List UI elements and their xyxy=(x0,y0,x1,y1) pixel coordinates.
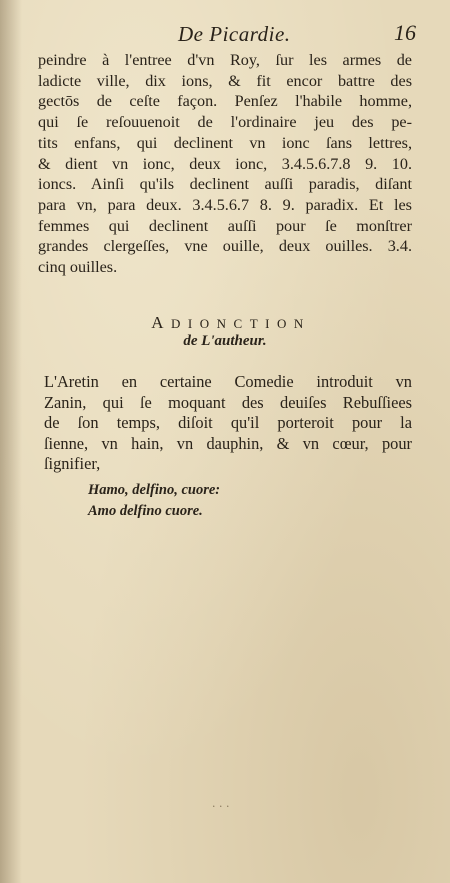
text-line: ſienne, vn hain, vn dauphin, & vn cœur, pour xyxy=(44,433,412,453)
text-line: femmes qui declinent auſſi pour ſe monſtrer xyxy=(38,216,412,235)
text-line: ladicte ville, dix ions, & fit encor battre des xyxy=(38,71,412,90)
text-line: gectōs de ceſte façon. Penſez l'habile homme, xyxy=(38,92,412,111)
text-line: & dient vn ionc, deux ionc, 3.4.5.6.7.8 9. 10. xyxy=(38,154,412,173)
verse-line: Amo delfino cuore. xyxy=(88,503,203,519)
text-line: ioncs. Ainſi qu'ils declinent auſſi paradis, diſant xyxy=(38,175,412,194)
section-subheading: de L'autheur. xyxy=(183,333,267,349)
page-header xyxy=(0,22,450,52)
running-head: De Picardie. xyxy=(178,22,291,46)
text-line: para vn, para deux. 3.4.5.6.7 8. 9. paradix. Et les xyxy=(38,195,412,214)
text-line: peindre à l'entree d'vn Roy, ſur les armes de xyxy=(38,51,412,69)
body-paragraph xyxy=(38,50,412,278)
page-gutter-shadow xyxy=(0,0,22,883)
text-line: de ſon temps, diſoit qu'il porteroit pour la xyxy=(44,413,412,433)
text-line: cinq ouilles. xyxy=(38,258,118,277)
text-line: Zanin, qui ſe moquant des deuiſes Rebuſſiees xyxy=(44,392,412,412)
page-ornament: · · · xyxy=(212,800,230,813)
passage-paragraph xyxy=(44,372,412,475)
verse-line: Hamo, delfino, cuore: xyxy=(88,482,221,498)
section-heading: ADIONCTION xyxy=(151,313,311,332)
page-number: 16 xyxy=(394,20,416,45)
text-line: L'Aretin en certaine Comedie introduit vn xyxy=(44,372,412,391)
text-line: ſignifier, xyxy=(44,454,101,474)
text-line: grandes clergeſſes, vne ouille, deux ouilles. 3.4. xyxy=(38,237,412,256)
text-line: qui ſe reſouuenoit de l'ordinaire jeu des pe- xyxy=(38,113,412,132)
text-line: tits enfans, qui declinent vn ionc ſans lettres, xyxy=(38,133,412,152)
verse-block xyxy=(88,480,220,522)
